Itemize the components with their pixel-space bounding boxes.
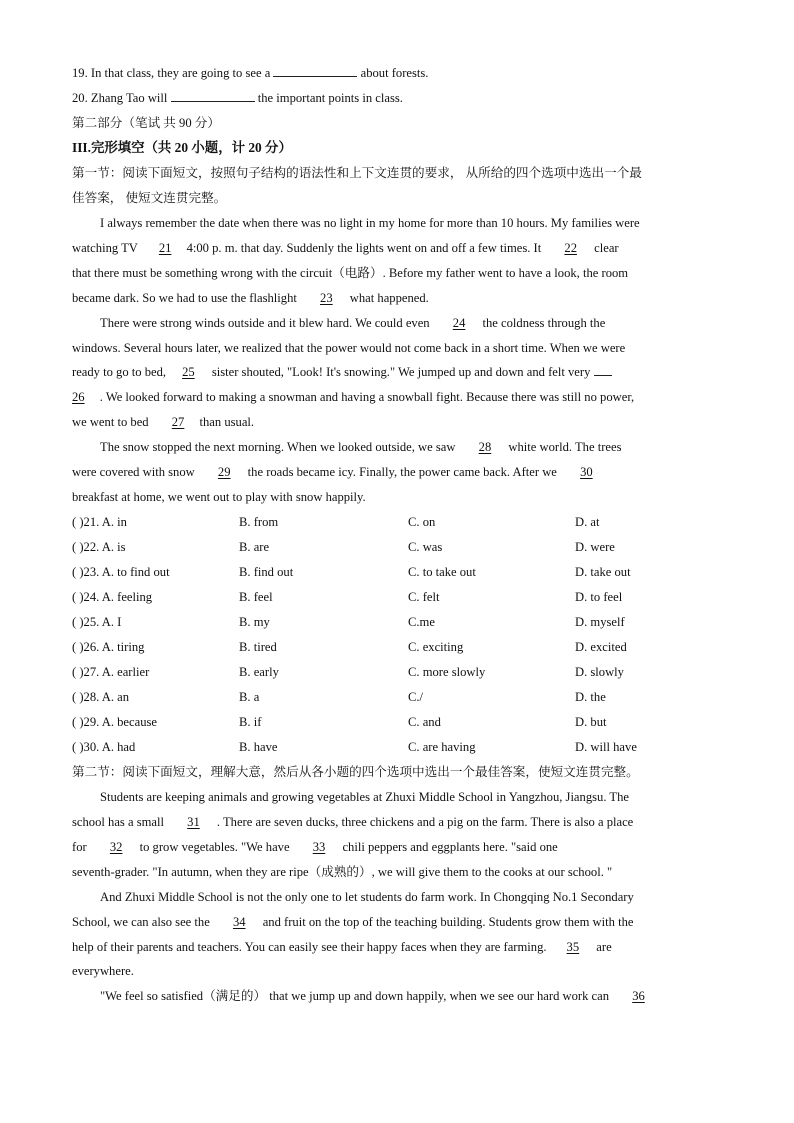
passage-1-line: we went to bed 27 than usual.	[72, 415, 255, 429]
question-19-text-end: about forests.	[360, 66, 429, 80]
passage-2-line: help of their parents and teachers. You can easily see their happy faces when they are farming. 35 are	[72, 940, 612, 954]
passage-1-line: windows. Several hours later, we realized that the power would not come back in a short time. When we were	[72, 341, 626, 355]
blank-27: 27	[171, 415, 185, 429]
blank-35: 35	[566, 940, 580, 954]
blank-32: 32	[109, 840, 123, 854]
option-row: ( )21. A. in B. from C. on D. at	[72, 515, 600, 529]
blank-24: 24	[452, 316, 466, 330]
answer-blank	[273, 65, 357, 77]
passage-1-line: The snow stopped the next morning. When we looked outside, we saw 28 white world. The trees	[100, 440, 622, 454]
option-row: ( )29. A. because B. if C. and D. but	[72, 715, 607, 729]
passage-1-line: watching TV 21 4:00 p. m. that day. Suddenly the lights went on and off a few times. It 22 clear	[72, 241, 619, 255]
blank-29: 29	[217, 465, 231, 479]
passage-1-line: became dark. So we had to use the flashlight 23 what happened.	[72, 291, 429, 305]
blank-25: 25	[182, 365, 195, 379]
passage-1-line: ready to go to bed, 25 sister shouted, "Look! It's snowing." We jumped up and down and felt very	[72, 364, 612, 380]
passage-1-line: 26 . We looked forward to making a snowman and having a snowball fight. Because there was still no power,	[72, 390, 635, 404]
answer-blank	[171, 90, 255, 102]
question-19	[72, 65, 428, 81]
section-1-instruction-cont: 佳答案， 使短文连贯完整。	[72, 191, 227, 205]
option-row: ( )23. A. to find out B. find out C. to take out D. take out	[72, 565, 631, 579]
option-row: ( )24. A. feeling B. feel C. felt D. to feel	[72, 590, 623, 604]
blank-33: 33	[312, 840, 326, 854]
question-20-text: 20. Zhang Tao will	[72, 91, 168, 105]
passage-2-line: School, we can also see the 34 and fruit on the top of the teaching building. Students grow them with the	[72, 915, 634, 929]
option-row: ( )30. A. had B. have C. are having D. will have	[72, 740, 637, 754]
passage-2-line: for 32 to grow vegetables. "We have 33 chili peppers and eggplants here. "said one	[72, 840, 558, 854]
blank-30: 30	[580, 465, 593, 479]
passage-1-line: There were strong winds outside and it blew hard. We could even 24 the coldness through the	[100, 316, 606, 330]
blank-22: 22	[564, 241, 577, 255]
question-20-text-end: the important points in class.	[257, 91, 403, 105]
blank-26: 26	[72, 390, 85, 404]
part-3-title: III.完形填空（共 20 小题，计 20 分）	[72, 140, 292, 155]
question-19-text: 19. In that class, they are going to see a	[72, 66, 271, 80]
section-2-title: 第二部分（笔试 共 90 分）	[72, 116, 220, 130]
section-2-instruction: 第二节：阅读下面短文，理解大意，然后从各小题的四个选项中选出一个最佳答案，使短文连贯完整。	[72, 765, 639, 779]
blank-31: 31	[187, 815, 200, 829]
blank-36: 36	[632, 989, 645, 1003]
passage-2-line: seventh-grader. "In autumn, when they are ripe（成熟的）, we will give them to the cooks at our school. "	[72, 865, 613, 879]
question-20	[72, 90, 403, 106]
option-row: ( )22. A. is B. are C. was D. were	[72, 540, 615, 554]
option-row: ( )25. A. I B. my C.me D. myself	[72, 615, 625, 629]
passage-1-line: that there must be something wrong with the circuit（电路）. Before my father went to have a look, the room	[72, 266, 629, 280]
option-row: ( )28. A. an B. a C./ D. the	[72, 690, 606, 704]
passage-2-line: "We feel so satisfied（满足的） that we jump up and down happily, when we see our hard work can 36	[100, 988, 649, 1004]
passage-1-line: breakfast at home, we went out to play with snow happily.	[72, 490, 366, 504]
passage-1-line: were covered with snow 29 the roads became icy. Finally, the power came back. After we 30	[72, 464, 607, 480]
blank-21: 21	[158, 241, 172, 255]
passage-1-line: I always remember the date when there was no light in my home for more than 10 hours. My families were	[100, 216, 640, 230]
blank-34: 34	[232, 915, 246, 929]
passage-2-line: school has a small 31 . There are seven ducks, three chickens and a pig on the farm. There is also a place	[72, 815, 634, 829]
option-row: ( )27. A. earlier B. early C. more slowly D. slowly	[72, 665, 624, 679]
section-1-instruction: 第一节：阅读下面短文，按照句子结构的语法性和上下文连贯的要求， 从所给的四个选项中选出一个最	[72, 166, 642, 180]
blank-23: 23	[320, 291, 333, 305]
passage-2-line: And Zhuxi Middle School is not the only one to let students do farm work. In Chongqing No.1 Secondary	[100, 890, 634, 904]
blank-28: 28	[478, 440, 492, 454]
passage-2-line: Students are keeping animals and growing vegetables at Zhuxi Middle School in Yangzhou, Jiangsu. The	[100, 790, 629, 804]
passage-2-line: everywhere.	[72, 964, 134, 978]
option-row: ( )26. A. tiring B. tired C. exciting D. excited	[72, 640, 627, 654]
